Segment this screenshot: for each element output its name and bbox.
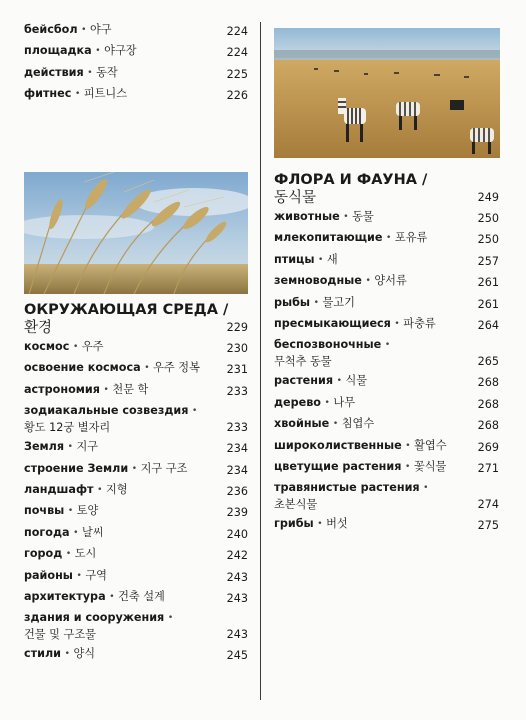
index-entry: [24, 358, 248, 379]
entry-term-ko: 피트니스: [83, 87, 128, 101]
entry-term-ru: космос: [24, 340, 70, 353]
entry-term-ru: бейсбол: [24, 23, 78, 36]
entry-term-ko: 포유류: [394, 231, 428, 245]
bullet-separator: •: [97, 485, 103, 496]
entry-label: [24, 41, 137, 62]
bullet-separator: •: [73, 527, 79, 538]
entry-term-ru: хвойные: [274, 417, 330, 431]
flora-title-ru: ФЛОРА И ФАУНА /: [274, 172, 428, 188]
entry-label: [274, 414, 374, 435]
entry-label: [274, 480, 428, 512]
entry-page-number: 250: [477, 212, 499, 225]
entry-label: [24, 501, 98, 522]
entry-term-ru: освоение космоса: [24, 361, 141, 375]
entry-label: [24, 437, 98, 458]
entry-term-ko: 황도 12궁 별자리: [24, 421, 111, 435]
entry-label: [274, 457, 446, 478]
entry-term-ko: 지형: [105, 483, 128, 497]
flora-section: [274, 170, 499, 536]
index-entry: [24, 437, 248, 458]
entry-page-number: 261: [477, 297, 499, 311]
index-entry: [24, 587, 248, 608]
environment-title-row: [24, 319, 248, 337]
bullet-separator: •: [336, 376, 342, 387]
entry-term-ko: 식물: [345, 374, 368, 388]
bullet-separator: •: [394, 319, 400, 330]
entry-term-ko: 활엽수: [414, 438, 447, 452]
index-entry: [274, 393, 499, 414]
entry-page-number: 240: [226, 527, 248, 541]
entry-label: [274, 436, 447, 457]
entry-term-ru: пресмыкающиеся: [274, 317, 391, 331]
entry-label: [274, 207, 374, 228]
entry-term-ru: широколиственные: [274, 438, 402, 452]
environment-title-ko: 환경: [24, 320, 53, 336]
entry-page-number: 226: [226, 89, 248, 103]
entry-label: [24, 566, 107, 587]
entry-page-number: 268: [477, 376, 499, 390]
entry-term-ko: 날씨: [81, 525, 104, 539]
bullet-separator: •: [343, 212, 349, 222]
entry-term-ko: 동작: [96, 65, 118, 79]
entry-term-ko: 초본식물: [274, 498, 318, 512]
entry-term-ru: погода: [24, 525, 70, 539]
entry-label: [24, 63, 118, 84]
entry-page-number: 264: [477, 319, 499, 333]
index-entry: [24, 608, 248, 644]
bullet-separator: •: [167, 613, 174, 624]
environment-title-ru: ОКРУЖАЮЩАЯ СРЕДА /: [24, 302, 229, 318]
entry-page-number: 224: [226, 46, 248, 60]
entry-page-number: 242: [226, 549, 248, 563]
index-entry: [274, 414, 499, 435]
entry-term-ru: астрономия: [24, 382, 100, 396]
index-entry: [24, 644, 248, 665]
entry-page-number: 234: [226, 442, 248, 456]
entry-label: [274, 228, 427, 249]
index-entry: [274, 478, 499, 514]
entry-label: [274, 514, 348, 535]
index-entry: [24, 84, 248, 105]
entry-term-ru: животные: [274, 210, 340, 223]
bullet-separator: •: [191, 406, 198, 417]
entry-label: [24, 459, 187, 480]
entry-label: [24, 84, 127, 105]
bullet-separator: •: [64, 649, 70, 660]
entry-label: [24, 403, 197, 435]
entry-term-ru: почвы: [24, 504, 65, 518]
bullet-separator: •: [317, 519, 323, 530]
bullet-separator: •: [65, 549, 72, 560]
entry-term-ko: 동물: [352, 210, 374, 223]
wheat-photo: [24, 172, 248, 294]
index-entry: [274, 335, 499, 371]
bullet-separator: •: [81, 25, 87, 35]
entry-page-number: 268: [477, 419, 499, 433]
index-entry: [24, 380, 248, 401]
entry-page-number: 225: [226, 67, 248, 81]
entry-term-ko: 꽃식물: [413, 460, 447, 474]
index-entry: [24, 480, 248, 501]
bullet-separator: •: [131, 463, 138, 474]
index-entry: [24, 544, 248, 565]
entry-term-ko: 우주: [81, 340, 104, 353]
flora-heading: [274, 172, 499, 207]
entry-page-number: 239: [226, 506, 248, 520]
bullet-separator: •: [365, 276, 371, 287]
bullet-separator: •: [67, 506, 74, 517]
entry-term-ru: земноводные: [274, 274, 362, 288]
index-entry: [24, 501, 248, 522]
entry-page-number: 236: [226, 485, 248, 499]
entry-term-ru: здания и сооружения: [24, 611, 165, 625]
entry-label: [24, 337, 103, 358]
index-entry: [24, 459, 248, 480]
entry-term-ru: дерево: [274, 395, 321, 409]
entry-term-ko: 우주 정복: [153, 361, 200, 375]
index-entry: [24, 63, 248, 84]
entry-term-ko: 구역: [85, 568, 107, 582]
bullet-separator: •: [384, 340, 391, 351]
entry-term-ko: 양서류: [374, 274, 407, 288]
column-divider: [260, 22, 261, 700]
entry-page-number: 269: [477, 440, 499, 454]
flora-title-ko: 동식물: [274, 190, 317, 206]
entry-page-number: 230: [226, 342, 248, 355]
index-entry: [274, 457, 499, 478]
entry-term-ko: 지구 구조: [140, 461, 188, 475]
entry-label: [24, 20, 112, 41]
index-entry: [274, 371, 499, 392]
index-entry: [24, 41, 248, 62]
entry-term-ru: цветущие растения: [274, 460, 402, 474]
entry-page-number: 265: [477, 355, 499, 369]
entry-page-number: 250: [477, 233, 499, 247]
index-entry: [24, 20, 248, 41]
entry-term-ru: птицы: [274, 252, 315, 266]
flora-page: 249: [477, 191, 499, 204]
flora-entries: [274, 207, 499, 536]
entry-label: [24, 523, 104, 544]
index-entry: [274, 436, 499, 457]
environment-section: [24, 300, 248, 666]
bullet-separator: •: [144, 363, 150, 374]
flora-title-row: [274, 189, 499, 207]
bullet-separator: •: [95, 46, 101, 57]
entry-term-ru: беспозвоночные: [274, 338, 382, 352]
bullet-separator: •: [318, 254, 324, 265]
entry-term-ko: 나무: [333, 395, 356, 409]
entry-term-ru: зодиакальные созвездия: [24, 404, 189, 418]
entry-page-number: 268: [477, 397, 499, 411]
bullet-separator: •: [87, 67, 93, 78]
entry-term-ko: 건물 및 구조물: [24, 628, 96, 642]
entry-page-number: 245: [226, 649, 248, 663]
entry-term-ru: город: [24, 547, 63, 561]
bullet-separator: •: [405, 440, 411, 451]
entry-page-number: 271: [477, 462, 499, 476]
entry-page-number: 243: [226, 570, 248, 584]
bullet-separator: •: [67, 442, 73, 453]
entry-page-number: 231: [226, 363, 248, 377]
entry-page-number: 233: [226, 384, 248, 398]
entry-label: [24, 544, 96, 565]
entry-page-number: 243: [226, 628, 248, 642]
entry-term-ru: фитнес: [24, 87, 72, 101]
environment-page: 229: [226, 321, 248, 334]
index-entry: [24, 401, 248, 437]
entry-term-ru: районы: [24, 568, 73, 582]
bullet-separator: •: [313, 297, 319, 308]
entry-page-number: 234: [226, 463, 248, 477]
bullet-separator: •: [74, 89, 81, 100]
index-entry: [274, 207, 499, 228]
entry-term-ko: 버섯: [326, 517, 348, 531]
entry-term-ru: травянистые растения: [274, 481, 420, 495]
entry-term-ko: 파충류: [403, 317, 436, 331]
entry-term-ru: стили: [24, 647, 61, 661]
index-entry: [274, 293, 499, 314]
entry-page-number: 233: [226, 421, 248, 435]
entry-label: [24, 587, 165, 608]
environment-entries: [24, 337, 248, 666]
entry-page-number: 243: [226, 592, 248, 606]
entry-term-ru: площадка: [24, 44, 92, 58]
bullet-separator: •: [109, 592, 115, 603]
index-entry: [24, 566, 248, 587]
entry-label: [274, 314, 436, 335]
entry-label: [24, 480, 128, 501]
entry-label: [24, 610, 173, 642]
entry-page-number: 261: [477, 276, 499, 290]
entry-label: [24, 644, 95, 665]
bullet-separator: •: [103, 384, 109, 395]
zebra-photo: [274, 28, 500, 158]
index-entry: [274, 314, 499, 335]
index-entry: [274, 514, 499, 535]
entry-label: [274, 250, 338, 271]
entry-term-ru: ландшафт: [24, 483, 94, 497]
entry-term-ko: 천문 학: [112, 382, 149, 396]
sports-entries: [24, 20, 248, 106]
entry-term-ru: действия: [24, 65, 84, 79]
bullet-separator: •: [332, 419, 339, 430]
entry-term-ko: 야구: [90, 23, 112, 36]
entry-label: [24, 358, 200, 379]
entry-term-ko: 물고기: [322, 295, 355, 309]
entry-term-ko: 새: [326, 252, 338, 266]
entry-term-ru: рыбы: [274, 295, 311, 309]
entry-page-number: 274: [477, 498, 499, 512]
index-entry: [274, 228, 499, 249]
entry-term-ru: Земля: [24, 440, 65, 454]
bullet-separator: •: [72, 342, 79, 352]
index-entry: [274, 271, 499, 292]
entry-term-ko: 도시: [74, 547, 97, 561]
bullet-separator: •: [405, 462, 411, 473]
entry-page-number: 257: [477, 254, 499, 268]
entry-term-ko: 지구: [76, 440, 99, 454]
bullet-separator: •: [386, 233, 392, 244]
entry-term-ko: 양식: [73, 647, 96, 661]
index-entry: [274, 250, 499, 271]
entry-term-ru: млекопитающие: [274, 231, 383, 245]
entry-label: [274, 371, 367, 392]
entry-label: [24, 380, 148, 401]
entry-term-ru: архитектура: [24, 590, 106, 604]
bullet-separator: •: [324, 397, 330, 408]
entry-label: [274, 393, 355, 414]
bullet-separator: •: [76, 570, 82, 581]
entry-term-ru: строение Земли: [24, 461, 129, 475]
entry-page-number: 224: [226, 25, 248, 38]
entry-term-ko: 야구장: [104, 44, 137, 58]
entry-term-ru: растения: [274, 374, 334, 388]
entry-term-ru: грибы: [274, 517, 314, 531]
bullet-separator: •: [423, 483, 429, 494]
entry-label: [274, 271, 407, 292]
entry-term-ko: 건축 설계: [118, 590, 165, 604]
entry-page-number: 275: [477, 519, 499, 533]
entry-term-ko: 무척추 동물: [274, 355, 332, 369]
index-entry: [24, 523, 248, 544]
environment-heading: [24, 302, 248, 337]
left-column: [24, 20, 248, 106]
entry-label: [274, 337, 390, 369]
entry-term-ko: 토양: [76, 504, 99, 518]
entry-label: [274, 293, 355, 314]
entry-term-ko: 침엽수: [341, 417, 375, 431]
index-entry: [24, 337, 248, 358]
